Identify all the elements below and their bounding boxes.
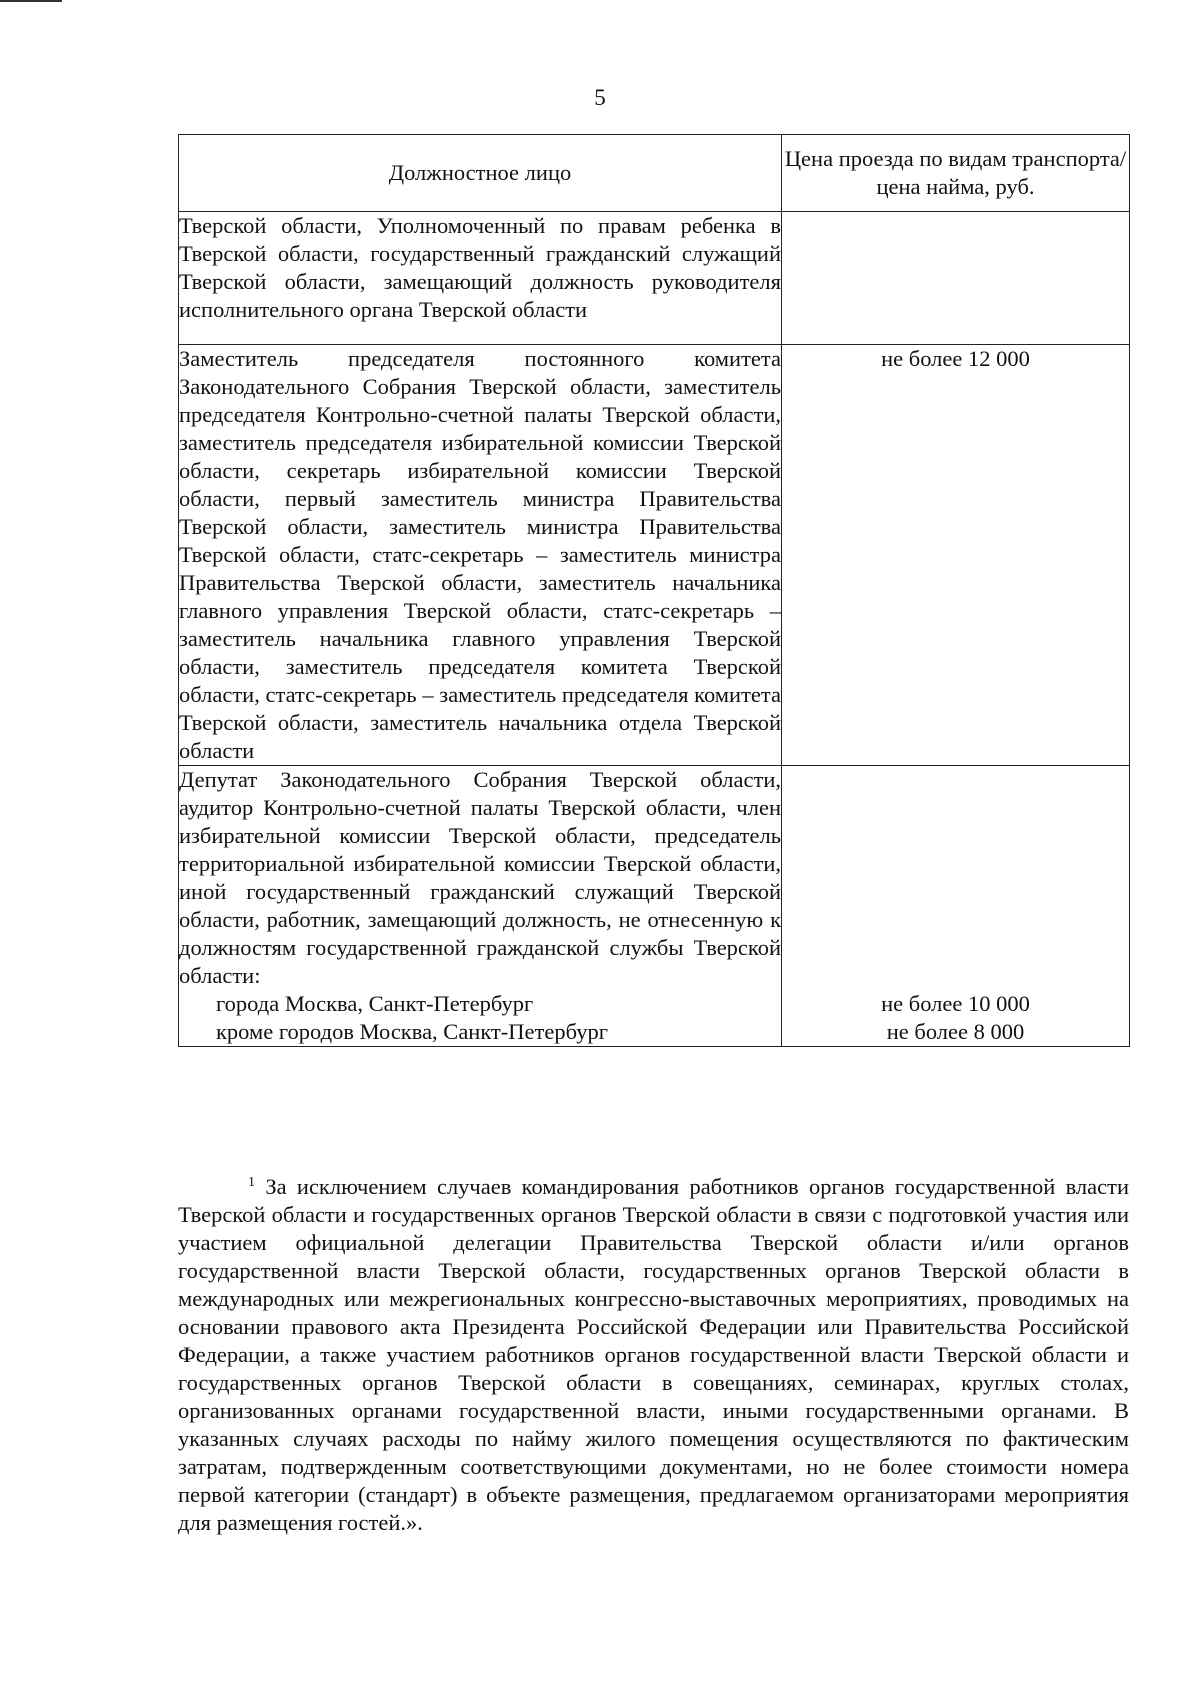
row-2-price: не более 12 000	[782, 345, 1130, 766]
table-header-row	[179, 135, 1130, 212]
row-1-price	[782, 212, 1130, 345]
header-price: Цена проезда по видам транспорта/цена найма, руб.	[782, 135, 1130, 212]
header-official: Должностное лицо	[179, 135, 782, 212]
row-3-description-cell	[179, 766, 782, 1047]
footnote-text: За исключением случаев командирования работников органов государственной власти Тверской области и государственных органов Тверской области в связи с подготовкой участия или участием официальной делегации Правительства Тверской области и/или органов государственной власти Тверской области, государственных органов Тверской области в международных или межрегиональных конгрессно-выставочных мероприятиях, проводимых на основании правового акта Президента Российской Федерации или Правительства Российской Федерации, а также участием работников органов государственной власти Тверской области и государственных органов Тверской области в совещаниях, семинарах, круглых столах, организованных органами государственной власти, иными государственными органами. В указанных случаях расходы по найму жилого помещения осуществляются по фактическим затратам, подтвержденным соответствующими документами, но не более стоимости номера первой категории (стандарт) в объекте размещения, предлагаемом организаторами мероприятия для размещения гостей.».	[178, 1174, 1130, 1535]
row-1-description: Тверской области, Уполномоченный по правам ребенка в Тверской области, государственный гражданский служащий Тверской области, замещающий должность руководителя исполнительного органа Тверской области	[179, 212, 782, 345]
table-row	[179, 766, 1130, 1047]
row-3-description: Депутат Законодательного Собрания Тверской области, аудитор Контрольно-счетной палаты Тверской области, член избирательной комиссии Тверской области, председатель территориальной избирательной комиссии Тверской области, иной государственный гражданский служащий Тверской области, работник, замещающий должность, не отнесенную к должностям государственной гражданской службы Тверской области:	[179, 767, 781, 988]
footnote	[178, 1173, 1129, 1537]
footnote-marker: 1	[248, 1175, 255, 1190]
page-number: 5	[594, 85, 606, 110]
table-row	[179, 212, 1130, 345]
row-3-subitem-1-price: не более 10 000	[881, 991, 1030, 1016]
officials-price-table	[178, 134, 1130, 1047]
row-3-subitem-2-price: не более 8 000	[886, 1019, 1025, 1044]
scan-edge-mark	[0, 0, 62, 2]
row-3-subitem-1-label: города Москва, Санкт-Петербург	[216, 991, 534, 1016]
table-row	[179, 345, 1130, 766]
row-2-description: Заместитель председателя постоянного комитета Законодательного Собрания Тверской области, заместитель председателя Контрольно-счетной палаты Тверской области, заместитель председателя избирательной комиссии Тверской области, секретарь избирательной комиссии Тверской области, первый заместитель министра Правительства Тверской области, заместитель министра Правительства Тверской области, статс-секретарь – заместитель министра Правительства Тверской области, заместитель начальника главного управления Тверской области, статс-секретарь – заместитель начальника главного управления Тверской области, заместитель председателя комитета Тверской области, статс-секретарь – заместитель председателя комитета Тверской области, заместитель начальника отдела Тверской области	[179, 345, 782, 766]
row-3-subitem-2-label: кроме городов Москва, Санкт-Петербург	[216, 1019, 608, 1044]
row-3-price-cell	[782, 766, 1130, 1047]
